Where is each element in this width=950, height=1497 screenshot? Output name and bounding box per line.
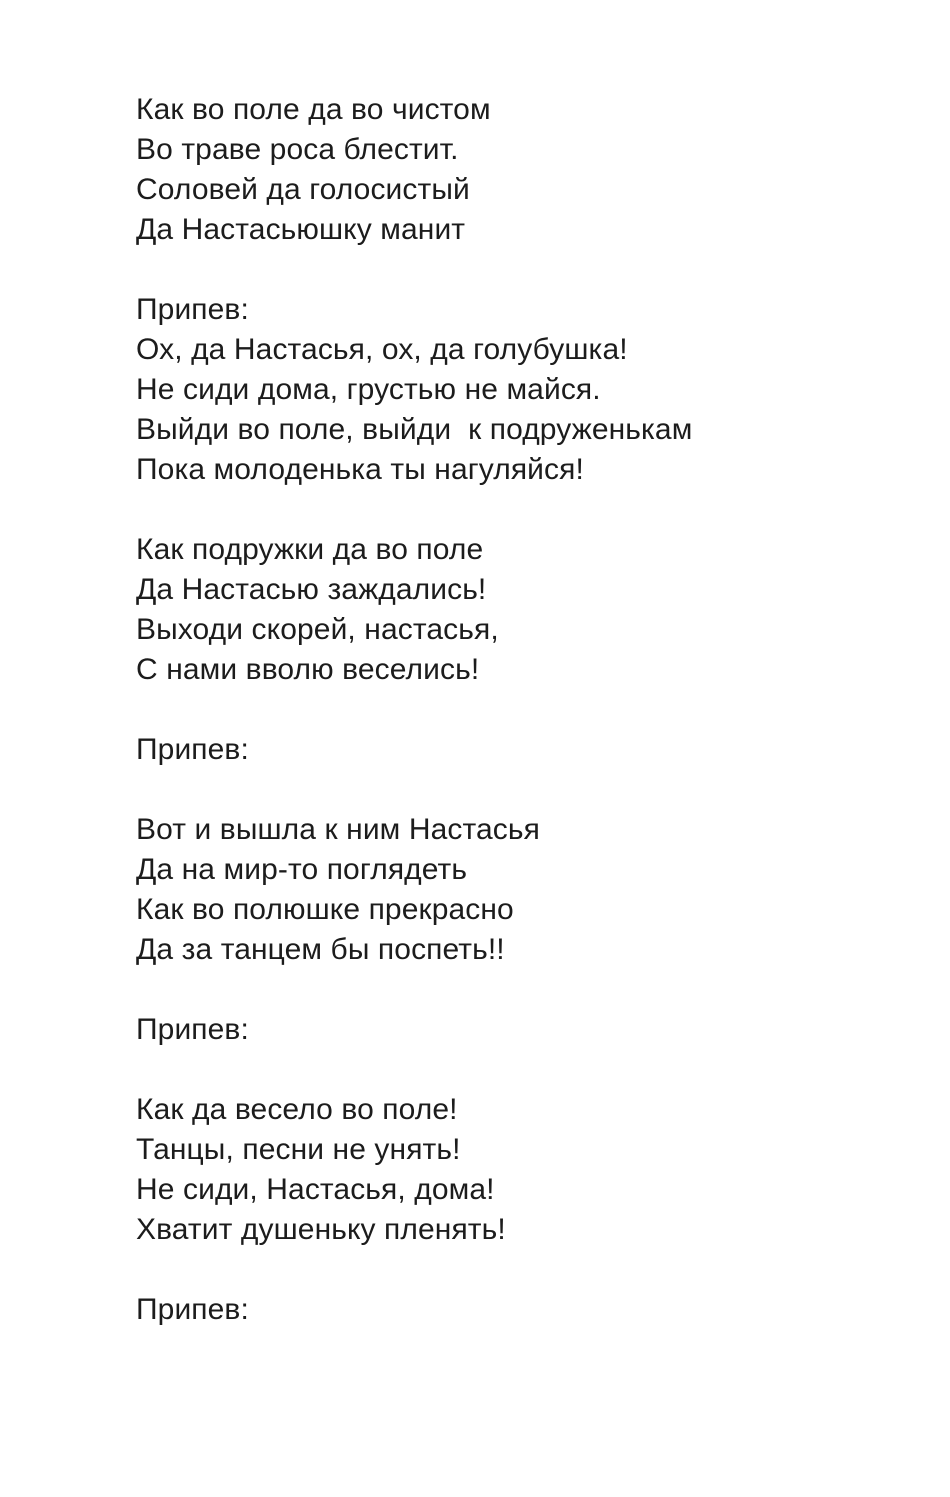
lyric-line: Выходи скорей, настасья, xyxy=(136,613,499,646)
lyric-line: Не сиди, Настасья, дома! xyxy=(136,1173,495,1206)
chorus-label: Припев: xyxy=(136,293,249,326)
lyric-line: Хватит душеньку пленять! xyxy=(136,1213,506,1246)
lyric-line: Во траве роса блестит. xyxy=(136,133,459,166)
stanza-verse-1 xyxy=(136,90,896,250)
lyric-line: Ох, да Настасья, ох, да голубушка! xyxy=(136,333,628,366)
stanza-chorus-marker-2 xyxy=(136,730,896,770)
lyric-line: Да за танцем бы поспеть!! xyxy=(136,933,505,966)
lyric-line: Да Настасью заждались! xyxy=(136,573,487,606)
lyrics-text-block xyxy=(136,90,896,1330)
lyric-line: Вот и вышла к ним Настасья xyxy=(136,813,540,846)
lyric-line: Как подружки да во поле xyxy=(136,533,484,566)
chorus-label: Припев: xyxy=(136,733,249,766)
lyric-line: Соловей да голосистый xyxy=(136,173,470,206)
stanza-verse-3 xyxy=(136,810,896,970)
lyric-line: Как во поле да во чистом xyxy=(136,93,491,126)
chorus-label: Припев: xyxy=(136,1013,249,1046)
lyric-line: Не сиди дома, грустью не майся. xyxy=(136,373,601,406)
stanza-chorus-marker-4 xyxy=(136,1290,896,1330)
stanza-chorus-marker-3 xyxy=(136,1010,896,1050)
stanza-verse-2 xyxy=(136,530,896,690)
lyric-line: Танцы, песни не унять! xyxy=(136,1133,461,1166)
lyric-line: Как да весело во поле! xyxy=(136,1093,458,1126)
lyric-line: Выйди во поле, выйди к подруженькам xyxy=(136,413,693,446)
lyric-line: Пока молоденька ты нагуляйся! xyxy=(136,453,584,486)
lyric-line: С нами вволю веселись! xyxy=(136,653,480,686)
lyric-line: Да на мир-то поглядеть xyxy=(136,853,468,886)
lyric-line: Да Настасьюшку манит xyxy=(136,213,466,246)
chorus-label: Припев: xyxy=(136,1293,249,1326)
stanza-verse-4 xyxy=(136,1090,896,1250)
stanza-chorus-1 xyxy=(136,290,896,490)
lyric-line: Как во полюшке прекрасно xyxy=(136,893,514,926)
